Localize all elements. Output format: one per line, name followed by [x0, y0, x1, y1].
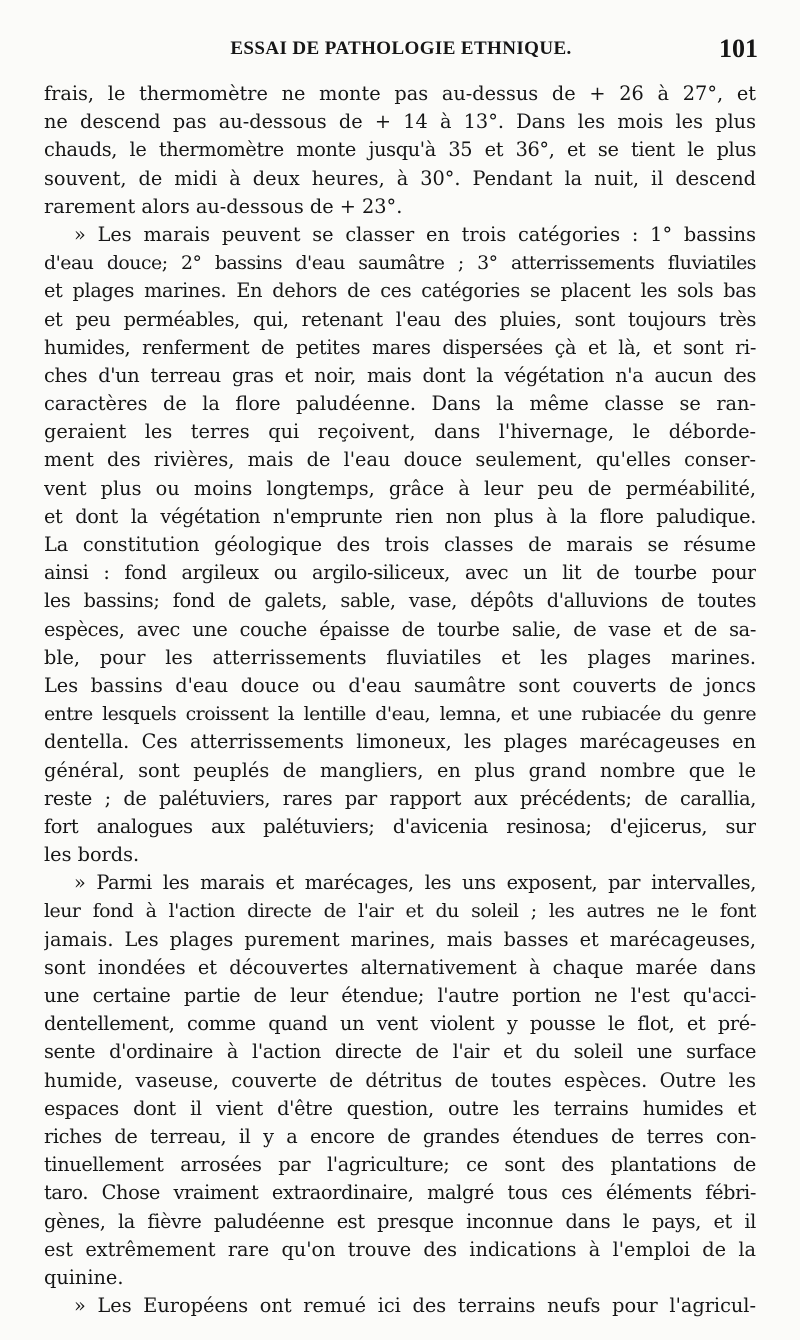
text-line: caractères de la flore paludéenne. Dans la même classe se ran- — [44, 392, 756, 416]
text-line: humides, renferment de petites mares dispersées çà et là, et sont ri- — [44, 335, 756, 359]
text-line: sont inondées et découvertes alternativement à chaque marée dans — [44, 955, 756, 979]
text-line: ne descend pas au-dessous de + 14 à 13°. Dans les mois les plus — [44, 110, 756, 134]
text-line: geraient les terres qui reçoivent, dans l'hivernage, le déborde- — [44, 420, 756, 444]
running-head — [44, 32, 758, 66]
text-line: humide, vaseuse, couverte de détritus de toutes espèces. Outre les — [44, 1068, 756, 1092]
text-line: frais, le thermomètre ne monte pas au-dessus de + 26 à 27°, et — [44, 82, 756, 105]
text-line: tinuellement arrosées par l'agriculture; ce sont des plantations de — [44, 1153, 756, 1177]
text-line: et peu perméables, qui, retenant l'eau des pluies, sont toujours très — [44, 307, 756, 331]
text-line: gènes, la fièvre paludéenne est presque inconnue dans le pays, et il — [44, 1209, 756, 1233]
text-line: ble, pour les atterrissements fluviatiles et les plages marines. — [44, 645, 756, 669]
text-line: quinine. — [44, 1265, 124, 1289]
text-line: ches d'un terreau gras et noir, mais dont la végétation n'a aucun des — [44, 363, 756, 387]
text-line: » Parmi les marais et marécages, les uns exposent, par intervalles, — [74, 871, 756, 895]
text-line: espaces dont il vient d'être question, outre les terrains humides et — [44, 1096, 756, 1120]
text-line: les bassins; fond de galets, sable, vase, dépôts d'alluvions de toutes — [44, 589, 756, 613]
text-line: Les bassins d'eau douce ou d'eau saumâtre sont couverts de joncs — [44, 673, 756, 697]
text-line: sente d'ordinaire à l'action directe de l'air et du soleil une surface — [44, 1040, 756, 1064]
text-line: et dont la végétation n'emprunte rien non plus à la flore paludique. — [44, 504, 756, 528]
text-line: rarement alors au-dessous de + 23°. — [44, 194, 403, 218]
running-title: ESSAI DE PATHOLOGIE ETHNIQUE. — [230, 38, 572, 59]
text-line: fort analogues aux palétuviers; d'avicenia resinosa; d'ejicerus, sur — [44, 814, 756, 838]
text-line: riches de terreau, il y a encore de grandes étendues de terres con- — [44, 1124, 756, 1148]
text-line: d'eau douce; 2° bassins d'eau saumâtre ; 3° atterrissements fluviatiles — [44, 252, 756, 275]
text-line: leur fond à l'action directe de l'air et du soleil ; les autres ne le font — [44, 900, 756, 923]
text-line: ainsi : fond argileux ou argilo-siliceux, avec un lit de tourbe pour — [44, 561, 756, 585]
text-line: jamais. Les plages purement marines, mais basses et marécageuses, — [44, 927, 756, 951]
text-line: souvent, de midi à deux heures, à 30°. Pendant la nuit, il descend — [44, 166, 756, 190]
text-line: dentellement, comme quand un vent violent y pousse le flot, et pré- — [44, 1012, 756, 1036]
text-line: et plages marines. En dehors de ces catégories se placent les sols bas — [44, 279, 756, 303]
text-line: général, sont peuplés de mangliers, en plus grand nombre que le — [44, 758, 756, 782]
text-line: entre lesquels croissent la lentille d'eau, lemna, et une rubiacée du genre — [44, 703, 756, 726]
text-line: espèces, avec une couche épaisse de tourbe salie, de vase et de sa- — [44, 617, 756, 641]
text-line: vent plus ou moins longtemps, grâce à leur peu de perméabilité, — [44, 476, 756, 500]
text-line: chauds, le thermomètre monte jusqu'à 35 et 36°, et se tient le plus — [44, 138, 756, 162]
text-line: taro. Chose vraiment extraordinaire, malgré tous ces éléments fébri- — [44, 1181, 756, 1205]
text-line: est extrêmement rare qu'on trouve des indications à l'emploi de la — [44, 1237, 756, 1261]
text-line: La constitution géologique des trois classes de marais se résume — [44, 533, 756, 556]
body-text — [44, 80, 756, 1320]
text-line: une certaine partie de leur étendue; l'autre portion ne l'est qu'acci- — [44, 984, 756, 1007]
text-line: reste ; de palétuviers, rares par rapport aux précédents; de carallia, — [44, 786, 756, 810]
text-line: ment des rivières, mais de l'eau douce seulement, qu'elles conser- — [44, 448, 756, 472]
text-line: » Les Européens ont remué ici des terrains neufs pour l'agricul- — [74, 1294, 756, 1318]
text-line: dentella. Ces atterrissements limoneux, les plages marécageuses en — [44, 730, 756, 754]
page-number: 101 — [719, 34, 758, 63]
text-line: les bords. — [44, 843, 140, 867]
text-line: » Les marais peuvent se classer en trois catégories : 1° bassins — [74, 222, 756, 246]
